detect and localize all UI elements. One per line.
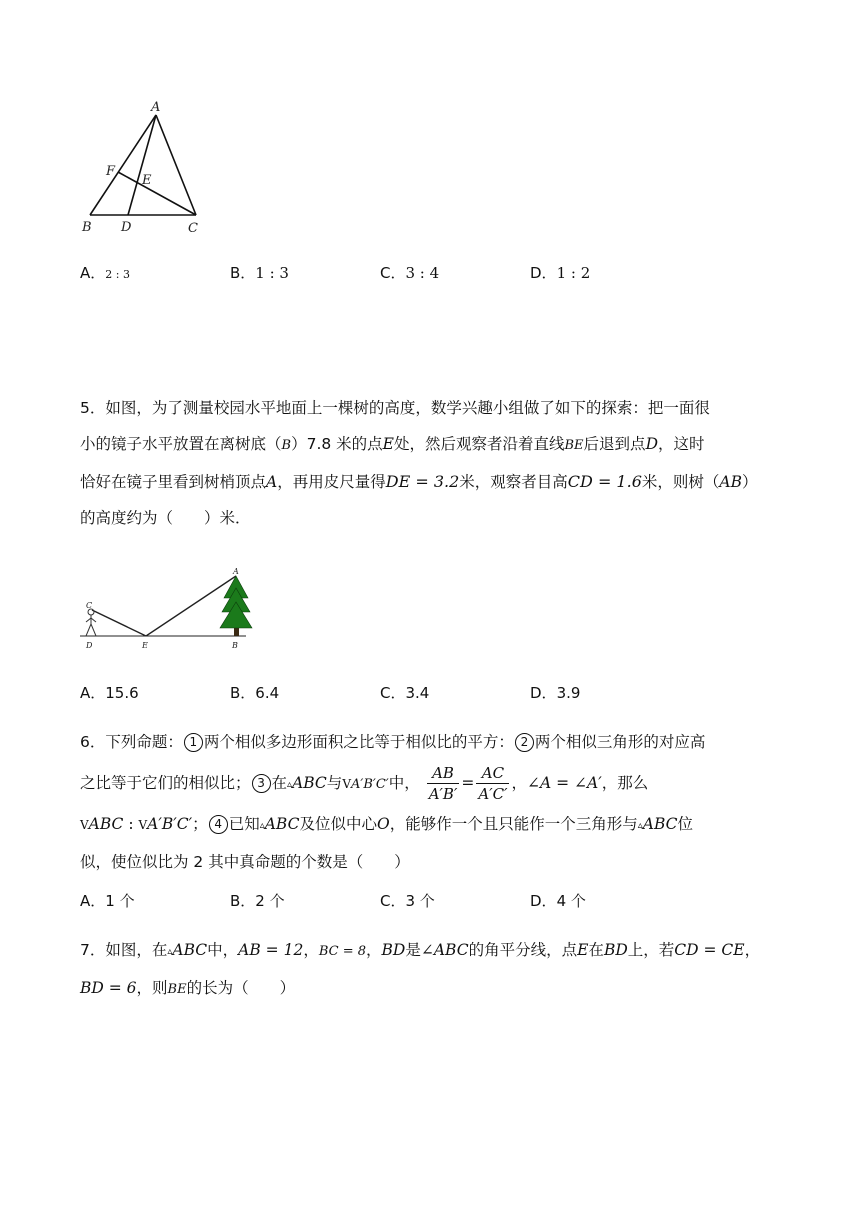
text: 在 bbox=[271, 774, 288, 792]
text: ） bbox=[741, 473, 758, 491]
q6-line-4: 似，使位似比为 2 其中真命题的个数是（ ） bbox=[80, 853, 410, 871]
q6-option-b[interactable] bbox=[230, 890, 285, 911]
q6-line-2 bbox=[80, 760, 780, 806]
text: ， bbox=[303, 941, 319, 959]
text: 两个相似三角形的对应高 bbox=[534, 733, 706, 751]
text: 6．下列命题： bbox=[80, 733, 183, 751]
triangle-symbol: ▵ bbox=[637, 820, 643, 831]
observer-icon bbox=[86, 609, 96, 636]
triangle-symbol: ▵ bbox=[259, 820, 265, 831]
text: 与 bbox=[326, 774, 343, 792]
option-value: 2 个 bbox=[255, 892, 285, 910]
q4-option-b[interactable] bbox=[230, 262, 289, 283]
text: 位 bbox=[677, 815, 693, 833]
text: 米，观察者目高 bbox=[459, 473, 568, 491]
math: A′B′C′ bbox=[147, 815, 193, 833]
q6-option-d[interactable] bbox=[530, 890, 586, 911]
math: ABC bbox=[292, 774, 327, 792]
option-value: 4 个 bbox=[556, 892, 586, 910]
text: 7．如图，在 bbox=[80, 941, 168, 959]
label-e: E bbox=[142, 641, 148, 650]
text: 恰好在镜子里看到树梢顶点 bbox=[80, 473, 267, 491]
text: 处，然后观察者沿着直线 bbox=[393, 435, 565, 453]
numerator: AB bbox=[427, 763, 460, 784]
text: ，能够作一个且只能作一个三角形与 bbox=[389, 815, 638, 833]
q7-line-1 bbox=[80, 932, 780, 970]
q7-line-2 bbox=[80, 970, 780, 1008]
math: : bbox=[123, 815, 139, 833]
label-b: B bbox=[82, 220, 92, 235]
triangle-symbol: ▵ bbox=[167, 946, 173, 957]
sight-line-ce bbox=[92, 610, 146, 636]
math: E bbox=[577, 941, 589, 959]
text: 已知 bbox=[228, 815, 260, 833]
math: DE = 3.2 bbox=[385, 472, 460, 491]
text: ； bbox=[192, 815, 208, 833]
circled-number: 3 bbox=[252, 774, 271, 793]
triangle-figure bbox=[78, 100, 208, 240]
math: BD bbox=[381, 941, 406, 959]
math: V bbox=[138, 818, 148, 832]
math: O bbox=[376, 815, 390, 833]
text: ，再用皮尺量得 bbox=[277, 473, 386, 491]
q5-line-2 bbox=[80, 426, 780, 464]
math: CD = 1.6 bbox=[567, 472, 642, 491]
fraction-ac bbox=[476, 763, 509, 804]
math: BC = 8 bbox=[318, 944, 366, 959]
option-value: 1 : 3 bbox=[255, 264, 289, 282]
q5-option-c[interactable] bbox=[380, 682, 429, 703]
label-b: B bbox=[232, 641, 238, 650]
text: 在 bbox=[588, 941, 604, 959]
math: ABC bbox=[172, 941, 208, 959]
q4-option-c[interactable] bbox=[380, 262, 439, 283]
q4-option-d[interactable] bbox=[530, 262, 590, 283]
math: E bbox=[382, 435, 394, 453]
q6-stem bbox=[80, 724, 780, 880]
math: AB = 12 bbox=[238, 941, 304, 959]
label-a: A bbox=[233, 567, 239, 576]
q6-option-c[interactable] bbox=[380, 890, 435, 911]
math: V bbox=[342, 777, 351, 791]
math: ∠A = ∠A′ bbox=[527, 774, 602, 792]
math: ABC bbox=[642, 815, 678, 833]
text: 中， bbox=[207, 941, 239, 959]
math: ABC bbox=[88, 815, 124, 833]
option-letter: C． bbox=[380, 264, 406, 282]
q5-line-3 bbox=[80, 464, 780, 500]
text: 的角平分线，点 bbox=[468, 941, 578, 959]
option-value: 1 个 bbox=[105, 892, 135, 910]
option-letter: D． bbox=[530, 684, 557, 702]
option-letter: A． bbox=[80, 684, 106, 702]
circled-number: 4 bbox=[209, 815, 228, 834]
option-letter: D． bbox=[530, 264, 557, 282]
text: 之比等于它们的相似比； bbox=[80, 774, 251, 792]
math: B bbox=[281, 438, 292, 453]
math: BD bbox=[603, 941, 628, 959]
text: 中， bbox=[388, 774, 420, 792]
math: D bbox=[645, 435, 658, 453]
text: 两个相似多边形面积之比等于相似比的平方： bbox=[203, 733, 514, 751]
math: = bbox=[461, 774, 475, 792]
text: ，那么 bbox=[601, 774, 649, 792]
label-d: D bbox=[121, 220, 132, 235]
math: ∠ABC bbox=[420, 941, 469, 959]
math: V bbox=[80, 818, 89, 832]
text: 上，若 bbox=[627, 941, 675, 959]
math: A′B′C′ bbox=[350, 777, 389, 792]
option-value: 3 : 4 bbox=[405, 264, 440, 282]
q5-line-1: 5．如图，为了测量校园水平地面上一棵树的高度，数学兴趣小组做了如下的探索：把一面很 bbox=[80, 399, 710, 417]
mirror-tree-figure bbox=[78, 566, 278, 656]
option-letter: A． bbox=[80, 264, 106, 282]
label-c: C bbox=[188, 221, 198, 236]
option-letter: B． bbox=[230, 264, 256, 282]
option-value: 1 : 2 bbox=[556, 264, 591, 282]
tree-icon bbox=[220, 576, 252, 636]
text: ， bbox=[366, 941, 382, 959]
math: BE bbox=[564, 438, 584, 453]
label-a: A bbox=[151, 100, 161, 115]
option-value: 3 个 bbox=[405, 892, 435, 910]
q5-option-a[interactable] bbox=[80, 682, 139, 703]
label-c: C bbox=[86, 601, 93, 610]
option-letter: C． bbox=[380, 892, 406, 910]
circled-number: 1 bbox=[184, 733, 203, 752]
text: ，则 bbox=[136, 979, 168, 997]
segment-ad bbox=[128, 115, 156, 215]
option-value: 2 : 3 bbox=[105, 268, 130, 281]
denominator: A′B′ bbox=[428, 785, 458, 803]
text: ， bbox=[511, 774, 527, 792]
q6-line-1 bbox=[80, 724, 780, 760]
q5-option-b[interactable] bbox=[230, 682, 279, 703]
math: CD = CE bbox=[674, 941, 745, 959]
text: 及位似中心 bbox=[299, 815, 377, 833]
text: ， bbox=[744, 941, 761, 959]
text: 米，则树（ bbox=[641, 473, 720, 491]
denominator: A′C′ bbox=[478, 785, 508, 803]
text: 后退到点 bbox=[583, 435, 646, 453]
option-value: 3.4 bbox=[405, 684, 430, 702]
text: ，这时 bbox=[658, 435, 705, 453]
q6-option-a[interactable] bbox=[80, 890, 135, 911]
text: 是 bbox=[405, 941, 421, 959]
option-letter: D． bbox=[530, 892, 557, 910]
math: AB bbox=[719, 473, 742, 491]
text: ）7.8 米的点 bbox=[291, 435, 383, 453]
text: 的长为（ ） bbox=[186, 979, 296, 997]
option-letter: B． bbox=[230, 892, 256, 910]
math: ABC bbox=[264, 815, 300, 833]
math: BD = 6 bbox=[80, 979, 137, 997]
math: A bbox=[266, 473, 278, 491]
label-e: E bbox=[142, 173, 152, 188]
option-value: 3.9 bbox=[556, 684, 581, 702]
q7-stem bbox=[80, 932, 780, 1008]
triangle-symbol: ▵ bbox=[287, 779, 293, 790]
option-letter: B． bbox=[230, 684, 256, 702]
circled-number: 2 bbox=[515, 733, 534, 752]
side-ac bbox=[156, 115, 196, 215]
text: 小的镜子水平放置在离树底（ bbox=[80, 435, 282, 453]
q4-option-a[interactable] bbox=[80, 262, 130, 283]
side-ab bbox=[90, 115, 156, 215]
fraction-ab bbox=[427, 763, 460, 804]
option-value: 6.4 bbox=[255, 684, 280, 702]
q6-line-3 bbox=[80, 806, 780, 844]
label-f: F bbox=[106, 164, 116, 179]
option-letter: C． bbox=[380, 684, 406, 702]
option-value: 15.6 bbox=[105, 684, 139, 702]
label-d: D bbox=[86, 641, 93, 650]
q5-line-4: 的高度约为（ ）米． bbox=[80, 509, 251, 527]
math: BE bbox=[167, 982, 187, 997]
numerator: AC bbox=[476, 763, 509, 784]
option-letter: A． bbox=[80, 892, 106, 910]
q5-option-d[interactable] bbox=[530, 682, 580, 703]
q5-stem bbox=[80, 390, 780, 536]
